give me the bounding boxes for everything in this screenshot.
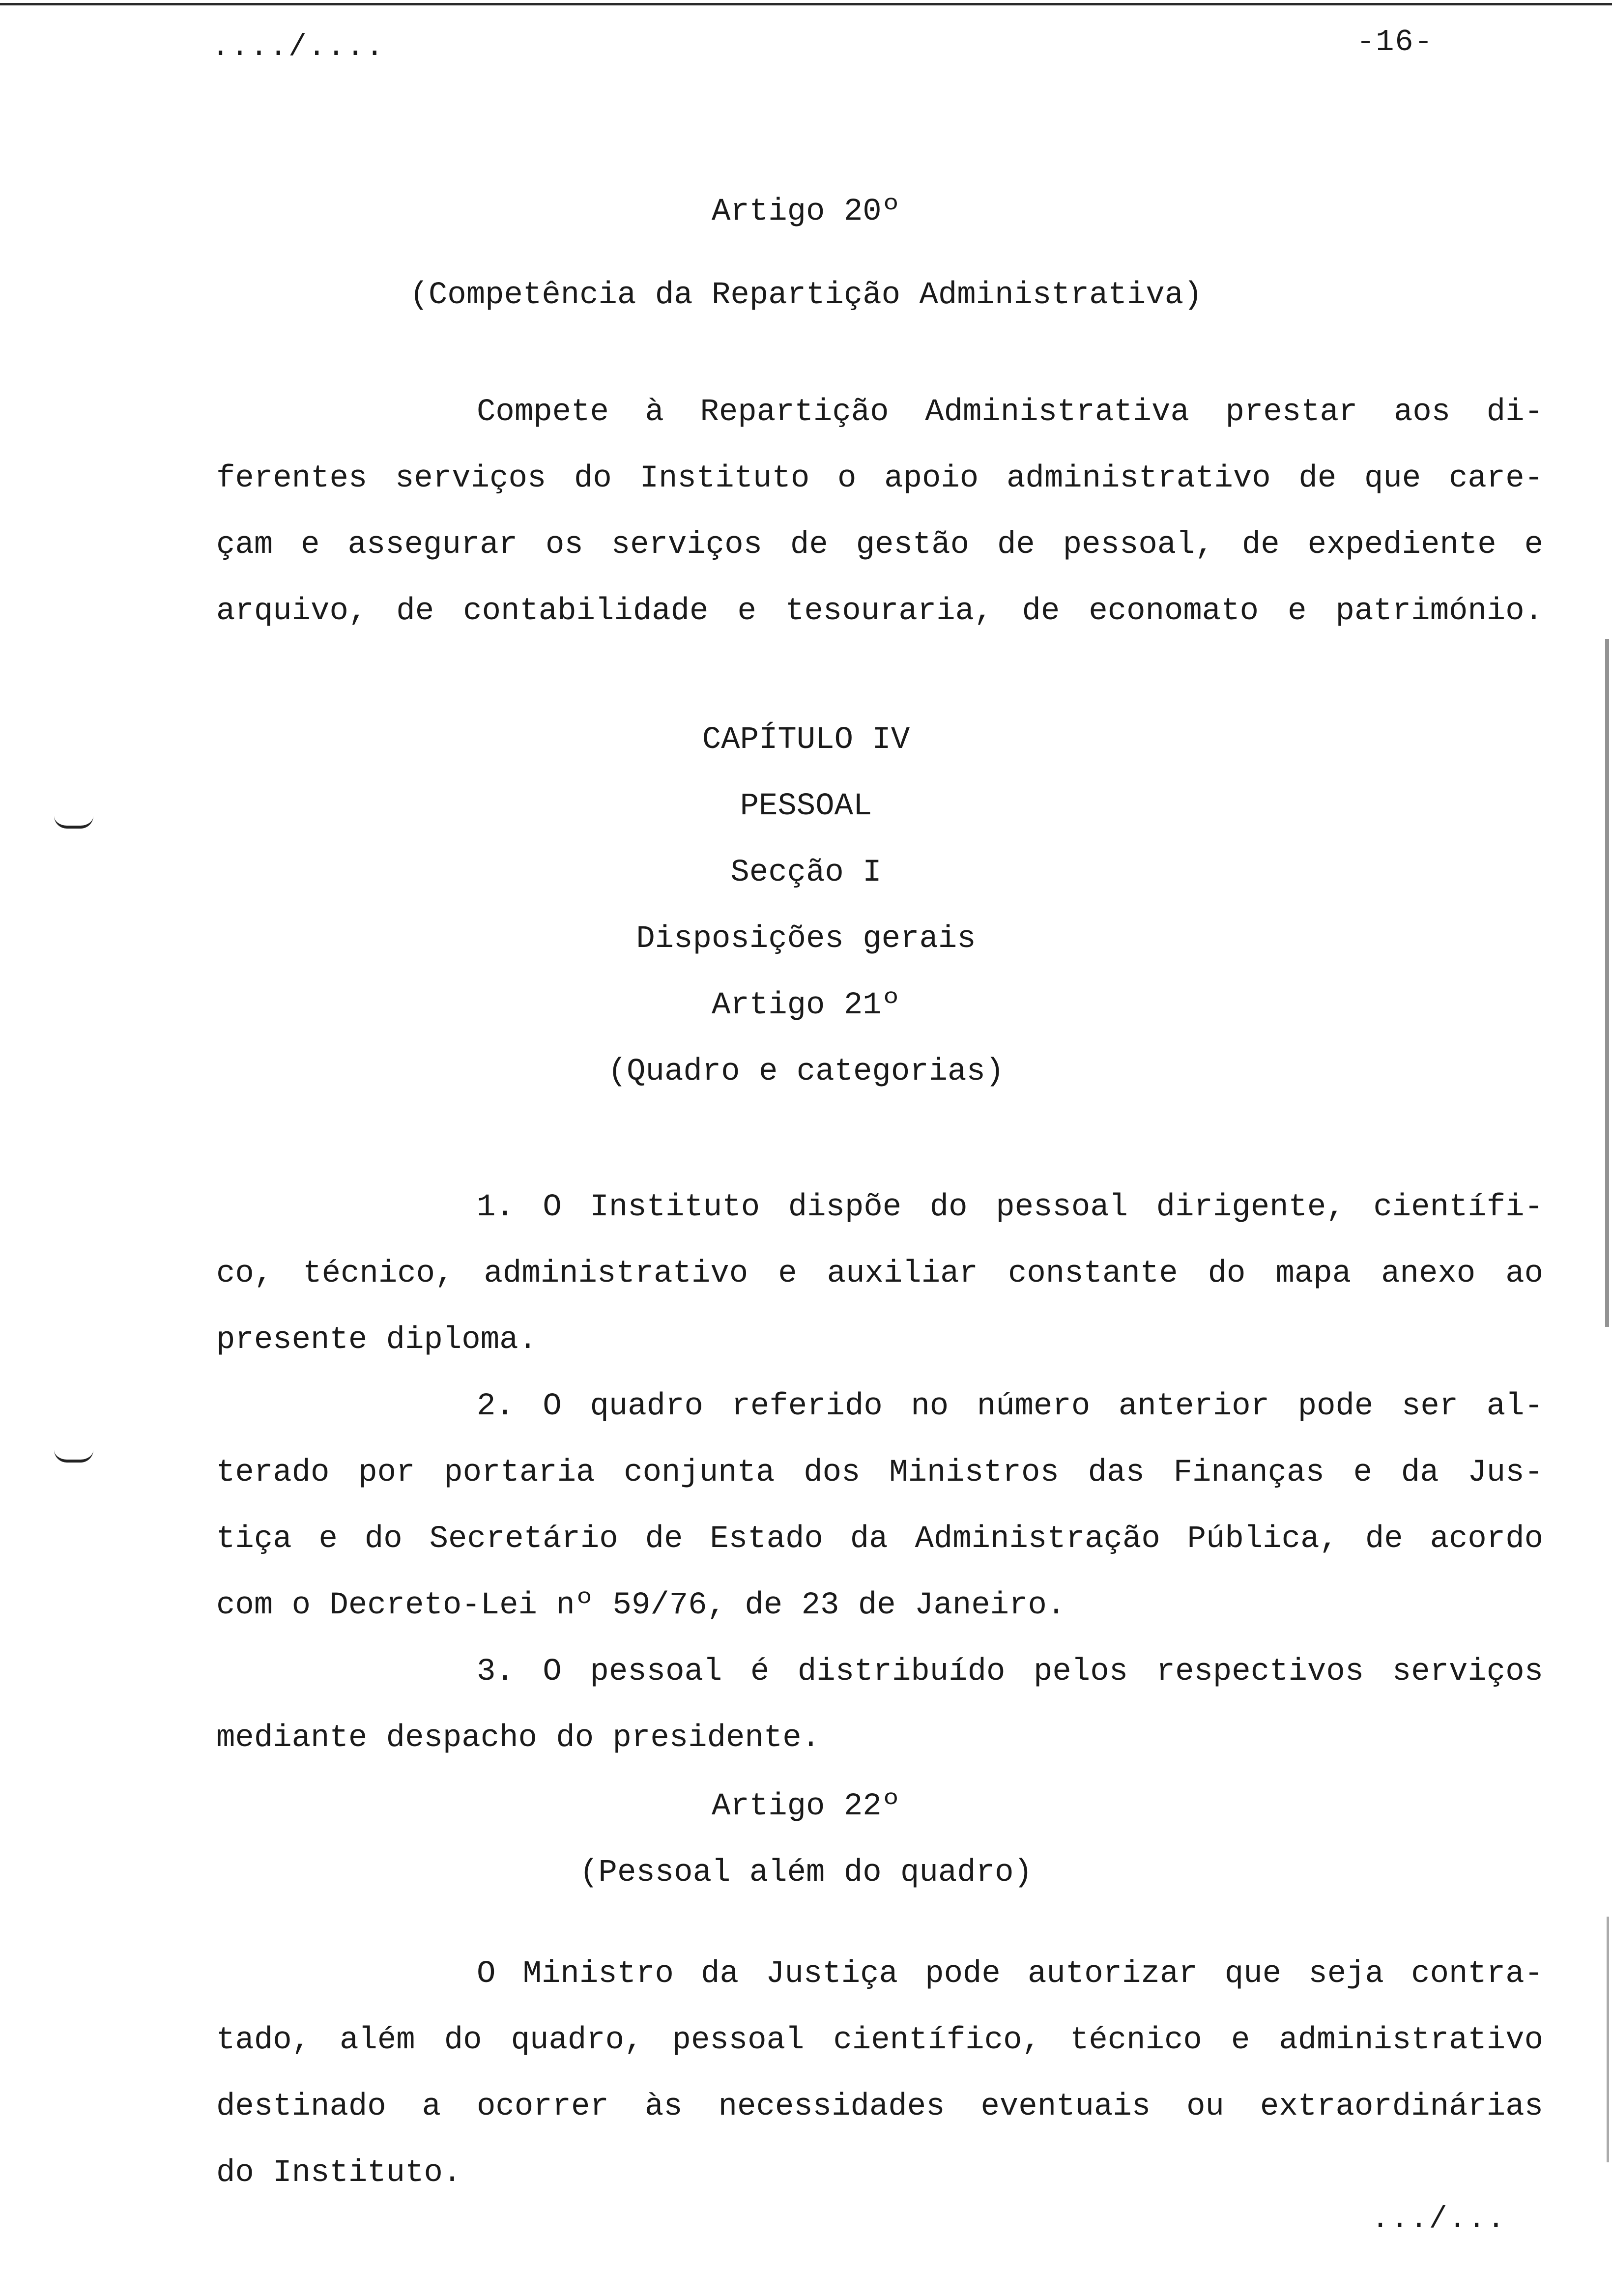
body-line: mediante despacho do presidente. xyxy=(216,1721,820,1756)
article-21-heading: Artigo 21º xyxy=(711,988,901,1023)
body-line: co, técnico, administrativo e auxiliar constante do mapa anexo ao xyxy=(216,1256,1543,1292)
body-line: do Instituto. xyxy=(216,2155,462,2191)
body-line: Compete à Repartição Administrativa prestar aos di- xyxy=(477,395,1543,430)
page-top-rule xyxy=(0,3,1612,5)
body-line: çam e assegurar os serviços de gestão de pessoal, de expediente e xyxy=(216,527,1543,563)
article-21-item-2 xyxy=(216,1374,1543,1639)
article-22-heading: Artigo 22º xyxy=(711,1789,901,1824)
body-line: 2. O quadro referido no número anterior pode ser al- xyxy=(477,1389,1543,1424)
section-title: Secção I xyxy=(730,855,882,890)
article-21-subtitle: (Quadro e categorias) xyxy=(607,1054,1005,1090)
article-20-heading: Artigo 20º xyxy=(711,194,901,230)
body-line: arquivo, de contabilidade e tesouraria, de economato e património. xyxy=(216,594,1543,629)
chapter-title: CAPÍTULO IV xyxy=(702,722,910,758)
article-22-subtitle: (Pessoal além do quadro) xyxy=(579,1855,1033,1891)
body-line: destinado a ocorrer às necessidades eventuais ou extraordinárias xyxy=(216,2089,1543,2124)
body-line: com o Decreto-Lei nº 59/76, de 23 de Janeiro. xyxy=(216,1588,1066,1623)
scan-edge-shadow-lower xyxy=(1607,1917,1609,2162)
body-line: O Ministro da Justiça pode autorizar que seja contra- xyxy=(477,1956,1543,1992)
section-name: Disposições gerais xyxy=(636,921,976,957)
body-line: tado, além do quadro, pessoal científico, técnico e administrativo xyxy=(216,2023,1543,2058)
page-number: -16- xyxy=(1356,25,1434,59)
article-20-body xyxy=(216,379,1543,645)
continuation-top: ..../.... xyxy=(211,29,385,64)
chapter-name: PESSOAL xyxy=(740,789,872,824)
body-line: 3. O pessoal é distribuído pelos respectivos serviços xyxy=(477,1654,1543,1690)
continuation-bottom: .../... xyxy=(1371,2202,1506,2237)
article-21-item-3 xyxy=(216,1639,1543,1772)
body-line: tiça e do Secretário de Estado da Administração Pública, de acordo xyxy=(216,1521,1543,1557)
body-line: terado por portaria conjunta dos Ministros das Finanças e da Jus- xyxy=(216,1455,1543,1491)
punch-hole-mark-lower xyxy=(54,1450,93,1463)
body-line: presente diploma. xyxy=(216,1322,537,1358)
body-line: ferentes serviços do Instituto o apoio administrativo de que care- xyxy=(216,461,1543,496)
body-line: 1. O Instituto dispõe do pessoal dirigente, científi- xyxy=(477,1190,1543,1225)
article-20-subtitle: (Competência da Repartição Administrativa) xyxy=(409,278,1203,313)
article-21-item-1 xyxy=(216,1175,1543,1374)
article-22-body xyxy=(216,1941,1543,2207)
